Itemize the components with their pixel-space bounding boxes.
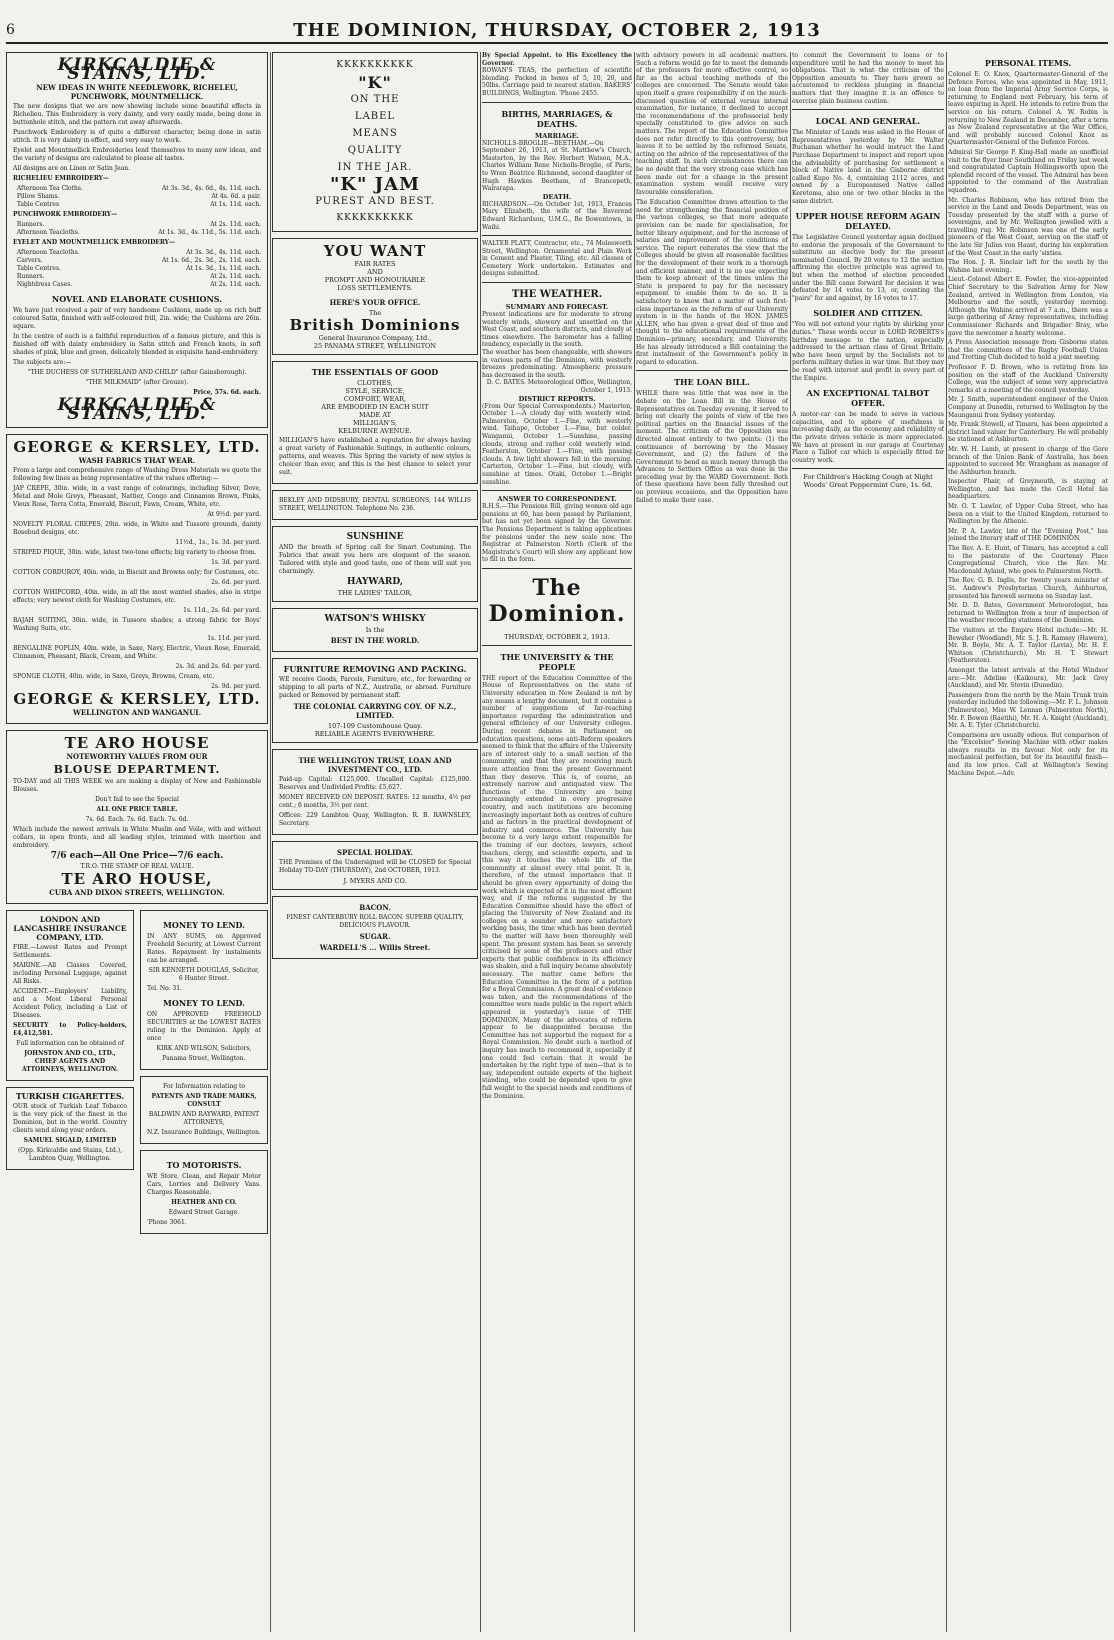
george-footer: GEORGE & KERSLEY, LTD. [13, 690, 261, 708]
divider [792, 109, 944, 110]
editorial-text: WHILE there was little that was new in the debate on the Loan Bill in the House of Representatives on Tuesday evening, it served to bring out clearly the points of view of the two political parties on the financial issues of the moment. The criticism of the Opposition was directed almost entirely to two points: (1) the continuance of borrowing by the Massey Government, and (2) the failure of the Government to bend as much money through the Advances to Settlers Office as was done in the preceding year by the WARD Government. Both of these questions have been fully threshed out on previous occasions, and the Opposition have failed to make their case. [636, 390, 788, 504]
ad-price: Price, 57s. 6d. each. [193, 389, 261, 396]
price-section-title: EYELET AND MOUNTMELLICK EMBROIDERY— [13, 239, 175, 246]
fabric-price: 11½d., 1s., 1s. 3d. per yard. [175, 539, 261, 546]
personal-item: Lieut.-Colonel Albert E. Fowler, the vice-appointed Chief Secretary to the Salvation Army for New Zealand, arrived in Wellington from London, via Melbourne and the south, yesterday morning. Although the Wahine arrived at 7 a.m., there was a large gathering of Army representatives, including Commissioner Richards and Brigadier Bray, who gave the newcomer a hearty welcome. [948, 276, 1108, 337]
ad-line: ARE EMBODIED IN EACH SUIT [321, 403, 429, 411]
column-rule [790, 52, 791, 1632]
ad-line: AND [367, 268, 383, 276]
ad-text: SIR KENNETH DOUGLAS, Solicitor, 6 Hunter Street. [148, 967, 260, 982]
ad-text: In the centre of each is a faithful reproduction of a famous picture, and this is finished off with dainty embroidery in Satin stitch and French knots, in soft shades of pink, blue and green, delicately blended in exquisite hand-embroidery. [13, 333, 261, 356]
te-aro-address: CUBA AND DIXON STREETS, WELLINGTON. [49, 888, 225, 897]
personal-item: Amongst the latest arrivals at the Hotel Windsor are:—Mr. Adeline (Kaikoura), Mr. Jack Grey (Auckland), and Mr. Stovin (Dunedin). [948, 666, 1108, 690]
small-ads-row [6, 910, 268, 1240]
k-line: MEANS [352, 128, 398, 139]
column-rule [946, 52, 947, 1632]
weather-heading: THE WEATHER. [511, 289, 603, 301]
price-row [13, 249, 261, 257]
ad-text: MARINE.—All Classes Covered, including Personal Luggage, against All Risks. [13, 962, 127, 985]
item-name: Table Centres. [13, 265, 61, 272]
ad-text: HEATHER AND CO. [171, 1199, 237, 1206]
ad-text: RELIABLE AGENTS EVERYWHERE. [314, 730, 436, 738]
k-line: LABEL [354, 111, 396, 122]
personal-item: Mr. J. Smith, superintendent engineer of the Union Company at Dunedin, returned to Wellington by the Maunganui from Sydney yesterday. [948, 396, 1108, 419]
item-price: At 1s. 6d., 2s. 3d., 2s. 11d. each. [162, 257, 261, 264]
editorial-text: The Education Committee draws attention to the need for strengthening the financial position of the various colleges, so that more adequate provision can be made for specialisation, for better library equipment, and for the increase of salaries and improvement of the conditions of service. The report reiterates the view that the Colleges should be given all reasonable facilities for the development of their work in a thorough and efficient manner, and it is no use expecting them to keep abreast of the times unless the State is prepared to pay for the necessary equipment to enable them to do so. It is satisfactory to know that a matter of such first-class importance as the reform of our University system is in the hands of the HON. JAMES ALLEN, who has given a great deal of time and thought to the educational requirements of the Dominion—primary, secondary, and University. He has already introduced a Bill containing the first instalment of the Government's policy in regard to education. [636, 199, 788, 366]
article-text: R.H.S.—The Pensions Bill, giving women old age pensions at 60, has been passed by Parliament, but has not yet been signed by the Governor. The Pensions Department is taking applications for pensions under the new scale now. The Registrar at Palmerston North (Clerk of the Magistrate's Court) will show any applicant how to fill in the form. [482, 503, 632, 564]
divider [482, 235, 632, 236]
article-text: D. C. BATES. Meteorological Office, Wellington, October 1, 1913. [486, 379, 632, 394]
ad-text: ALL ONE PRICE TABLE. [96, 806, 178, 813]
ad-text: MONEY RECEIVED ON DEPOSIT. RATES: 12 months, 4½ per cent.; 6 months, 3½ per cent. [279, 794, 471, 809]
article-text: (From Our Special Correspondents.) Masterton, October 1.—A cloudy day with westerly wind. Palmerston, October 1.—Fine, with westerly wind. Taihape, October 1.—Fine, but colder. Wanganui, October 1.—Sunshine, passing clouds, strong and rather cold westerly wind. Featherston, October 1.—Fine, with passing clouds. A few light showers fell in the morning. Carterton, October 1.—Fine, but cloudy, with sunshine at times. Otaki, October 1.—Bright sunshine. [482, 402, 632, 486]
kirkcaldie-ad [6, 52, 268, 428]
ad-text: General Insurance Company, Ltd., [318, 334, 432, 342]
ad-text: TO-DAY and all THIS WEEK we are making a display of New and Fashionable Blouses. [13, 778, 261, 793]
personal-item: Colonel E. O. Knox, Quartermaster-General of the Defence Forces, who was appointed in May, 1911, on loan from the Imperial Army Service Corps, is returning to England next February, his term of leave expiring in April. He intends to retire from the service on his return. Colonel A. W. Robin is returning to New Zealand in December, after a term as New Zealand representative at the War Office, and will probably succeed Colonel Knox as Quartermaster-General of the Defence Forces. [948, 71, 1108, 147]
item-price: At 2s. 11d. each. [210, 273, 261, 280]
te-aro-footer: TE ARO HOUSE, [61, 870, 213, 888]
fabric-list [13, 485, 261, 691]
article-text: "You will not extend your rights by shirking your duties." These words occur in LORD ROBERTS's birthday message to the nation, especially addressed to the artisan class of Great Britain, who have been urged by the Socialists not to perform military duties in war time. But they may be read with interest and profit in every part of the Empire. [792, 321, 944, 382]
personal-item: Passengers from the north by the Main Trunk train yesterday included the following:—Mr. F. L. Johnson (Palmerston), Miss W. Lennan (Palmerston North), Mr. F. Bowen (Raetihi), Mr. H. A. Knight (Auckland), Mr. A. E. Tyler (Christchurch). [948, 691, 1108, 730]
editorial-text: to commit the Government to loans or to expenditure until he had the money to meet his obligations. That is what the criticism of the Opposition amounts to. They have grown so accustomed to reckless plunging in financial matters that they imagine it is an offence to exercise plain business caution. [792, 52, 944, 105]
column-4 [636, 52, 788, 504]
ad-text: Punchwork Embroidery is of quite a different character, being done in satin stitch. It is very dainty in effect, and very easy to work. [13, 129, 261, 144]
item-price: At 1s. 3d., 1s. 11d. each. [186, 265, 261, 272]
section-heading: PERSONAL ITEMS. [984, 58, 1072, 68]
editorial-heading: THE LOAN BILL. [674, 377, 750, 388]
ad-text: WE Store, Clean, and Repair Motor Cars, Lorries and Delivery Vans. Charges Reasonable. [147, 1173, 261, 1196]
ad-text: 25 PANAMA STREET, WELLINGTON [313, 342, 437, 350]
ad-text: KIRK AND WILSON, Solicitors, [156, 1045, 252, 1052]
article-text: A motor-car can be made to serve in various capacities, and to sphere of usefulness is increasing daily, as the economy and reliability of the private driven vehicle is more appreciated. We have at present in our garage at Courtenay Place a Talbot car which is especially fitted for country work. [792, 411, 944, 464]
page-number: 6 [6, 22, 15, 38]
item-name: Afternoon Teacloths. [13, 249, 80, 256]
te-aro-name: TE ARO HOUSE [64, 734, 210, 752]
item-price: At 2s. 11d. each. [210, 221, 261, 228]
ad-price-line: 7/6 each—All One Price—7/6 each. [50, 851, 224, 861]
ad-subhead: NOTEWORTHY VALUES FROM OUR [66, 752, 208, 761]
ad-title: WATSON'S WHISKY [324, 614, 426, 624]
rowan-teas-ad: ROWAN'S TEAS, the perfection of scientific blending. Packed in boxes of 5, 10, 20, and 50lbs. Carriage paid to nearest station. BAKERS' BUILDINGS, Wellington. 'Phone 2455. [482, 67, 632, 97]
fabric-price: 1s. 11d. per yard. [207, 635, 261, 642]
fabric-desc: NOVELTY FLORAL CREPES, 29in. wide, in White and Tussore grounds, dainty Rosebud designs, etc. [13, 521, 261, 536]
personal-item: The Hon. J. R. Sinclair left for the south by the Wahine last evening. [948, 259, 1108, 274]
george-kersley-ad [6, 434, 268, 724]
ad-line: FAIR RATES [354, 260, 396, 268]
ad-lines [279, 379, 471, 435]
paper-nameplate: The Dominion. [488, 574, 626, 627]
k-line: QUALITY [347, 145, 403, 156]
ad-title: LONDON AND LANCASHIRE INSURANCE COMPANY, LTD. [13, 915, 127, 942]
personal-item: The Rev. G. B. Inglis, for twenty years minister of St. Andrew's Presbyterian Church, Ashburton, presented his farewell sermons on Sunday last. [948, 577, 1108, 600]
item-name: Afternoon Tea Cloths. [13, 185, 83, 192]
ad-text: BEKLEY AND DIDSBURY, DENTAL SURGEONS, 144 WILLIS STREET, WELLINGTON. Telephone No. 236. [279, 497, 471, 512]
ad-text: THE Premises of the Undersigned will be CLOSED for Special Holiday TO-DAY (THURSDAY), 2nd OCTOBER, 1913. [279, 859, 471, 874]
personal-item: Inspector Phair, of Greymouth, is staying at Wellington, and has made the Cecil Hotel his headquarters. [948, 478, 1108, 501]
ad-title: FURNITURE REMOVING AND PACKING. [283, 664, 467, 674]
k-border: KKKKKKKKKK [336, 60, 414, 70]
divider [482, 645, 632, 646]
item-price: At 4s. 6d. a pair. [211, 193, 261, 200]
ad-text: WE receive Goods, Parcels, Furniture, etc., for forwarding or shipping to all parts of N.Z., Australia, or abroad. Furniture packed or Removed by permanent staff. [279, 676, 471, 699]
hayward-ad [272, 526, 478, 602]
ad-text: AND the breath of Spring call for Smart Costuming. The Fabrics that await you here are eloquent of the season. Tailored with style and good taste, one of them will suit you charmingly. [279, 544, 471, 575]
personal-item: The Rev. A. E. Hunt, of Timaru, has accepted a call to the pastorate of the Courtenay Place Congregational Church, vice the Rev. Mr. Macdonald Ayland, who goes to Palmerston North. [948, 545, 1108, 575]
masthead [6, 18, 1108, 44]
fabric-desc: RAJAH SUITING, 30in. wide, in Tussore shades; a strong fabric for Boys' Washing Suits, etc. [13, 617, 261, 632]
ad-text: BALDWIN AND RAYWARD, PATENT ATTORNEYS, [148, 1111, 260, 1126]
ad-text: T.R.O. THE STAMP OF REAL VALUE. [80, 863, 194, 870]
column-5 [792, 52, 944, 489]
item-price: At 1s. 3d., 4s. 11d., 5s. 11d. each. [158, 229, 261, 236]
ad-line: LOSS SETTLEMENTS. [337, 284, 413, 292]
ad-text: FIRE.—Lowest Rates and Prompt Settlements. [13, 944, 127, 959]
subheading: ANSWER TO CORRESPONDENT. [497, 495, 617, 504]
item-name: Nightdress Cases. [13, 281, 73, 288]
personal-item: Mr. Frank Stowell, of Timaru, has been appointed a district land valuer for Canterbury. He will probably be stationed at Ashburton. [948, 421, 1108, 444]
ad-text: PATENTS AND TRADE MARKS, CONSULT [151, 1093, 257, 1108]
editorial-heading: THE UNIVERSITY & THE PEOPLE [500, 651, 614, 672]
ad-line: MILLIGAN'S, [352, 419, 398, 427]
article-text: Present indications are for moderate to strong westerly winds, showery and unsettled on the West Coast, and southern districts, and cloudy at times elsewhere. The barometer has a falling tendency, especially in the south. [482, 311, 632, 349]
ad-text: SECURITY to Policy-holders, £4,412,581. [13, 1022, 127, 1037]
editorial-text: with advisory powers in all academic matters. Such a reform would go far to meet the demands of the professors for more effective control, so far as the actual teaching methods of the colleges are concerned. The Senate would take upon itself a grave responsibility if on the much-discussed question of external versus internal examination, for instance, it declined to accept the recommendations of the professorial body specially constituted to give advice on such matters. The report of the Education Committee does not refer directly to this controversy, but leaves it to be settled by the reformed Senate, acting on the advice of the representatives of the teaching staff. In such circumstances there can be no doubt that the very strong case which has been made out for a change in the present examination system would receive very favourable consideration. [636, 52, 788, 196]
ad-text: 'Phone 3061. [147, 1219, 187, 1226]
fabric-desc: SPONGE CLOTH, 40in. wide, in Saxe, Greys, Browns, Cream, etc. [13, 673, 215, 680]
personal-item: Comparisons are usually odious. But comparison of the "Excelsior" Sewing Machine with other makes always results in its favour. Not only for its mechanical perfection, but for its beautiful finish—and its low price. Call at Wellington's Sewing Machine Depot.—Adv. [948, 731, 1108, 777]
column-6 [948, 52, 1108, 779]
item-name: Table Centres [13, 201, 60, 208]
fabric-price: 2s. 6d. per yard. [211, 579, 261, 586]
ad-text: The [368, 309, 382, 317]
special-holiday-ad [272, 841, 478, 890]
item-name: Afternoon Teacloths. [13, 229, 80, 236]
subheading: MARRIAGE. [535, 131, 579, 140]
fabric-desc: JAP CREPE, 30in. wide, in a vast range of colourings, including Silver, Dove, Metal and Mole Greys, Pheasant, Nattier, Congo and Cinnamon Brown, Pinks, Vieux Rose, Terra Cotta, Emerald, Biscuit, Fawn, Cream, White, etc. [13, 485, 261, 508]
ad-title: SUGAR. [359, 932, 391, 941]
turkish-cigarettes-ad [6, 1087, 134, 1170]
personal-item: Professor F. D. Brown, who is retiring from his position on the staff of the Auckland University College, was the subject of some very appreciative remarks at a meeting of the council yesterday. [948, 363, 1108, 394]
k-lines [279, 95, 471, 172]
wellington-trust-ad [272, 749, 478, 835]
ad-line: STYLE, SERVICE, [345, 387, 405, 395]
price-list [13, 175, 261, 289]
ad-text: BEST IN THE WORLD. [330, 636, 420, 645]
ad-text: Edward Street Garage. [168, 1209, 240, 1216]
ad-title: TURKISH CIGARETTES. [15, 1091, 125, 1101]
ad-line: MADE AT [358, 411, 392, 419]
column-ads-left [6, 52, 268, 1632]
ad-title: THE WELLINGTON TRUST, LOAN AND INVESTMENT CO., LTD. [298, 756, 452, 774]
personal-item: The visitors at the Empire Hotel include:—Mr. H. Bewsher (Woodland), Mr. S. J. R. Ramsey (Hawera), Mr. B. Boyle, Mr. A. T. Taylor (Levin), Mr. H. F. Whitson (Christchurch), Mr. H. T. Stewart (Featherston). [948, 626, 1108, 665]
ad-title: BACON. [359, 903, 391, 912]
patents-ad [140, 1076, 268, 1144]
ad-title: WARDELL'S ... Willis Street. [319, 943, 431, 952]
k-line: IN THE JAR. [337, 162, 413, 173]
notice-text: NICHOLLS-BROGLIE—BEETHAM.—On September 26, 1913, at St. Matthew's Church, Masterton, by the Rev. Herbert Watson, M.A., Charles William Rene Nicholls-Broglie, of Paris, to Wren Beatrice Richmond, second daughter of Hugh Hawkes Beetham, of Brancepeth, Wairarapa. [482, 139, 632, 193]
fabric-price: 1s. 11d., 2s. 6d. per yard. [183, 607, 261, 614]
ad-text: ACCIDENT.—Employers' Liability, and a Most Liberal Personal Accident Policy, including a List of Diseases. [13, 988, 127, 1019]
ad-text: JOHNSTON AND CO., LTD., CHIEF AGENTS AND ATTORNEYS, WELLINGTON. [22, 1050, 118, 1073]
article-heading: AN EXCEPTIONAL TALBOT OFFER. [806, 388, 930, 409]
item-name: Pillow Shams. [13, 193, 60, 200]
k-jam-sub: PUREST AND BEST. [315, 196, 435, 207]
personal-item: Admiral Sir George F. King-Hall made an unofficial visit to the flyer liner Southland on Friday last week and congratulated Captain Hollingsworth upon the splendid record of the vessel. The Admiral has been appointed to the command of the Australian squadron. [948, 148, 1108, 194]
ad-text: Offices: 229 Lambton Quay, Wellington. R. B. RAWNSLEY, Secretary. [279, 812, 471, 827]
london-lancashire-ad [6, 910, 134, 1081]
kirkcaldie-footer: KIRKCALDIE & STAINS, LTD. [57, 395, 217, 424]
milligan-ad [272, 361, 478, 484]
personal-item: Mr. P. A. Lawlor, late of the "Evening Post," has joined the literary staff of THE DOMINION. [948, 527, 1108, 543]
price-row [13, 265, 261, 273]
ad-text: The new designs that we are now showing include some beautiful effects in Richelieu. This Embroidery is very dainty, and very easily made, being done in buttonhole stitch, and the pattern cut away afterwards. [13, 103, 261, 126]
k-jam-ad [272, 52, 478, 232]
divider [482, 102, 632, 103]
ad-text: Full information can be obtained of [16, 1040, 124, 1047]
divider [482, 282, 632, 283]
fabric-desc: COTTON CORDUROY, 40in. wide, in Biscuit and Browns only; for Costumes, etc. [13, 569, 260, 576]
section-heading: LOCAL AND GENERAL. [815, 116, 921, 127]
k-jam-title: "K" JAM [329, 174, 421, 195]
paper-date: THURSDAY, OCTOBER 2, 1913. [504, 632, 610, 641]
price-row [13, 185, 261, 193]
subheading: DISTRICT REPORTS. [518, 394, 596, 403]
british-dominions-ad [272, 238, 478, 355]
price-row [13, 273, 261, 281]
article-heading: UPPER HOUSE REFORM AGAIN DELAYED. [795, 211, 941, 232]
fabric-desc: BENGALINE POPLIN, 40in. wide, in Saxe, Navy, Electric, Vieux Rose, Emerald, Cinnamon, Pheasant, Black, Cream, and White. [13, 645, 261, 660]
personal-items [948, 71, 1108, 777]
ad-line: COMFORT, WEAR, [343, 395, 407, 403]
price-section-title: RICHELIEU EMBROIDERY— [13, 175, 109, 182]
ad-text: MILLIGAN'S have established a reputation for always having a great variety of Fashionable Suitings, in authentic colours, patterns, and weaves. This Spring the variety of new styles is choicer than ever, and this is the best chance to select your suit. [279, 437, 471, 476]
article-text: The weather has been changeable, with showers in various parts of the Dominion, with westerly breezes predominating. Atmospheric pressure has decreased in the south. [482, 349, 632, 379]
ad-text: IN ANY SUMS, on Approved Freehold Security, at Lowest Current Rates. Repayment by instalments can be arranged. [147, 933, 261, 964]
watson-whisky-ad [272, 608, 478, 652]
masthead-title: THE DOMINION, THURSDAY, OCTOBER 2, 1913 [293, 20, 821, 41]
ad-title: SPECIAL HOLIDAY. [337, 848, 413, 857]
ad-text: All designs are on Linen or Satin Jean. [13, 165, 131, 172]
personal-item: A Press Association message from Gisborne states that the committees of the Rugby Football Union and Trotting Club decided to hold a joint meeting. [948, 339, 1108, 362]
george-location: WELLINGTON AND WANGANUI. [72, 708, 202, 717]
item-price: At 3s. 3d., 4s. 6d., 4s. 11d. each. [162, 185, 261, 192]
ad-text: OUR stock of Turkish Leaf Tobacco is the very pick of the finest in the Dominion, but in the world. Country clients send along your orders. [13, 1103, 127, 1134]
motorists-ad [140, 1150, 268, 1234]
divider [792, 468, 944, 469]
ad-title: THE ESSENTIALS OF GOOD [311, 367, 439, 377]
ad-text: SAMUEL SIGALD, LIMITED [23, 1137, 117, 1144]
ad-text: J. MYERS AND CO. [343, 877, 407, 885]
ad-text: FINEST CANTERBURY ROLL BACON. SUPERB QUALITY, DELICIOUS FLAVOUR. [286, 914, 464, 929]
ad-title: THE COLONIAL CARRYING COY. OF N.Z., LIMITED. [293, 702, 457, 720]
ad-text: ON APPROVED FREEHOLD SECURITIES at the LOWEST RATES ruling in the Dominion. Apply at once [147, 1011, 261, 1042]
appointment-notice: By Special Appoint. to His Excellency the Governor. [482, 52, 632, 67]
personal-item: Mr. O. T. Lawlor, of Upper Cuba Street, who has been on a visit to the United Kingdom, returned to Wellington by the Athenic. [948, 503, 1108, 526]
personal-item: Mr. Charles Robinson, who has retired from the service in the Land and Deeds Department, was on Tuesday presented by the staff with a purse of sovereigns, and by Mr. Wellington jewelled with a travelling rug. Mr. Robinson was one of the early pioneers of the West Coast, serving on the staff of the late Sir Julius von Haast, during his exploration of the West Coast in the early 'sixties. [948, 196, 1108, 257]
ad-title: HAYWARD, [346, 577, 404, 587]
ad-text: THE LADIES' TAILOR, [337, 589, 413, 597]
column-rule [480, 52, 481, 1632]
footer-ad: For Children's Hacking Cough at Night Woods' Great Peppermint Cure, 1s. 6d. [803, 473, 933, 490]
ad-text: Paid-up Capital: £125,000. Uncalled Capital: £125,000. Reserves and Undivided Profits: £5,627. [279, 776, 471, 791]
ad-text: Panama Street, Wellington. [162, 1055, 246, 1062]
ad-title: TO MOTORISTS. [166, 1160, 242, 1170]
personal-item: Mr. W. H. Lamb, at present in charge of the Gore branch of the Union Bank of Australia, has been appointed to succeed Mr. Wrangham as manager of the Ashburton branch. [948, 445, 1108, 476]
item-name: Runners. [13, 221, 45, 228]
item-price: At 2s. 11d. each. [210, 281, 261, 288]
ad-text: We have just received a pair of very handsome Cushions, made up on rich buff coloured Satin, finished with self-coloured frill, 2in. wide; the Cushions are 26in. square. [13, 307, 261, 330]
column-ads-middle [272, 52, 478, 965]
ad-text: N.Z. Insurance Buildings, Wellington. [147, 1129, 261, 1136]
ad-prices: 7s. 6d. Each. 7s. 6d. Each. 7s. 6d. [85, 816, 189, 823]
ad-text: Is the [365, 626, 385, 634]
colonial-carrying-ad [272, 658, 478, 743]
price-section-title: PUNCHWORK EMBROIDERY— [13, 211, 118, 218]
ad-line: KELBURNE AVENUE. [338, 427, 412, 435]
price-row [13, 229, 261, 237]
ad-subhead: BLOUSE DEPARTMENT. [53, 763, 221, 776]
item-name: Runners. [13, 273, 45, 280]
cushions-heading: NOVEL AND ELABORATE CUSHIONS. [51, 294, 223, 304]
item-name: Carvers. [13, 257, 43, 264]
fabric-price: 1s. 3d. per yard. [211, 559, 261, 566]
ad-title: SUNSHINE [346, 532, 404, 542]
item-price: At 3s. 3d., 4s. 11d. each. [186, 249, 261, 256]
fabric-price: At 9½d. per yard. [207, 511, 261, 518]
fabric-price: 2s. 9d. per yard. [211, 683, 261, 690]
price-row [13, 257, 261, 265]
price-row [13, 193, 261, 201]
column-rule [634, 52, 635, 1632]
bd-name: British Dominions [289, 316, 461, 334]
ad-lines [279, 260, 471, 292]
ad-text: 107-109 Customhouse Quay. [327, 722, 423, 730]
divider [482, 490, 632, 491]
ad-text: For Information relating to [162, 1083, 246, 1090]
platt-ad: WALTER PLATT, Contractor, etc., 74 Molesworth Street, Wellington. Ornamental and Plain Work in Cement and Plaster, Tiling, etc. All classes of Cemetery Work undertaken. Estimates and designs submitted. [482, 240, 632, 278]
ad-text: From a large and comprehensive range of Washing Dress Materials we quote the following few lines as being representative of the values offering:— [13, 467, 261, 482]
k-border: KKKKKKKKKK [336, 213, 414, 223]
ad-text: "THE DUCHESS OF SUTHERLAND AND CHILD" (after Gainsborough). [27, 369, 247, 376]
te-aro-ad [6, 730, 268, 904]
george-headline: WASH FABRICS THAT WEAR. [78, 456, 196, 465]
price-row [13, 201, 261, 209]
ad-text: "THE MILKMAID" (after Greuze). [85, 379, 189, 386]
ad-title: MONEY TO LEND. [163, 998, 245, 1008]
ad-text: The subjects are:— [13, 359, 72, 366]
ad-subhead: HERE'S YOUR OFFICE. [329, 298, 421, 307]
money-to-lend-ad [140, 910, 268, 1070]
editorial-text: THE report of the Education Committee of the House of Representatives on the state of University education in New Zealand is not by any means a lengthy document, but it contains a number of suggestions of far-reaching importance regarding the administration and general efficiency of our University colleges. During recent debates in Parliament on education questions, some anti-Reform speakers seemed to think that the affairs of the University are of interest only to a small section of the community, and that they are receiving much more attention from the present Government than they deserve. This is, of course, an extremely narrow and antiquated view. The functions of the University are being increasingly extended in every progressive country, and such institutions are becoming increasingly important both as centres of culture and as factors in the practical development of industry and commerce. The University has become to a very large extent responsible for the training of our doctors, lawyers, school teachers, clergy, and scientific experts, and in this way it touches the whole life of the community at almost every vital point. It is, therefore, of the utmost importance that it should be given every opportunity of doing the work which is expected of it in the most efficient way, and if the reforms suggested by the Education Committee should have the effect of placing the University of New Zealand and its colleges on a sounder and more satisfactory working basis, the time which has been devoted to the matter will have been thoroughly well spent. The present system has been so severely criticised by some of the professors and other experts that public confidence in its efficiency was shaken, and a full inquiry became absolutely necessary. The matter came before the Education Committee in the form of a petition for a Royal Commission. A great deal of evidence was taken, and the recommendations of the committee were made public in the report which appeared in yesterday's issue of THE DOMINION. Many of the advocates of reform appear to be disappointed because the Committee has not supported the request for a Royal Commission. No doubt such a method of inquiry has much to recommend it, especially if one could feel certain that it would be undertaken by the right type of men—that is to say, independent outside experts of the highest standing, who could be depended upon to give full weight to the special needs and conditions of the Dominion. [482, 674, 632, 1100]
article-text: The Minister of Lands was asked in the House of Representatives yesterday by Mr. Walter Buchanan whether he would instruct the Land Purchase Department to inspect and report upon the advisability of purchasing for settlement a block of Native land in the Gisborne district called Kupo No. 4, containing 2112 acres, and owned by a Europeanised Native called Keretoma, also one or two other blocks in the same district. [792, 129, 944, 205]
ad-text: (Opp. Kirkcaldie and Stains, Ltd.), Lambton Quay, Wellington. [17, 1147, 123, 1162]
article-text: The Legislative Council yesterday again declined to endorse the proposals of the Government to substitute an elective body for the present nominated Council. By 20 votes to 12 the section affirming the elective principle was agreed to, but when the method of election proceeded under the Bill came forward for decision it was defeated by 14 votes to 13, or, counting the "pairs" for and against, by 16 votes to 17. [792, 234, 944, 302]
ad-text: Don't fail to see the Special [95, 796, 179, 803]
subheading: SUMMARY AND FORECAST. [505, 303, 609, 312]
article-heading: SOLDIER AND CITIZEN. [813, 308, 923, 319]
ad-line: PROMPT AND HONOURABLE [324, 276, 426, 284]
section-heading: BIRTHS, MARRIAGES, & DEATHS. [501, 108, 613, 129]
ad-title: MONEY TO LEND. [163, 920, 245, 930]
kirkcaldie-headline: NEW IDEAS IN WHITE NEEDLEWORK, RICHELEU, PUNCHWORK, MOUNTMELLICK. [36, 83, 238, 101]
fabric-desc: COTTON WHIPCORD, 40in. wide, in all the most wanted shades, also in stripe effects; very newest cloth for Washing Costumes, etc. [13, 589, 261, 604]
fabric-desc: STRIPED PIQUE, 30in. wide, latest two-tone effects; big variety to choose from. [13, 549, 257, 556]
ad-text: Tel. No. 31. [147, 985, 182, 992]
george-name: GEORGE & KERSLEY, LTD. [13, 438, 261, 456]
kirkcaldie-name: KIRKCALDIE & STAINS, LTD. [57, 55, 217, 84]
ad-title: YOU WANT [323, 242, 427, 260]
subheading: DEATH. [542, 192, 572, 201]
personal-item: Mr. D. D. Bates, Government Meteorologist, has returned to Wellington from a tour of inspection of the weather recording stations of the Dominion. [948, 602, 1108, 625]
divider [482, 568, 632, 569]
column-rule [270, 52, 271, 1632]
notice-text: RICHARDSON.—On October 1st, 1913, Frances Mary Elizabeth, the wife of the Reverend Edward Richardson, U.M.G., Be Bowentown, in Waihi. [482, 200, 632, 231]
item-price: At 1s. 11d. each. [210, 201, 261, 208]
fabric-price: 2s. 3d. and 2s. 6d. per yard. [175, 663, 261, 670]
price-row [13, 221, 261, 229]
ad-text: Which include the newest arrivals in White Muslin and Voile, with and without collars, in open fronts, and all leading styles, trimmed with insertion and embroidery. [13, 826, 261, 849]
ad-line: CLOTHES, [357, 379, 393, 387]
dentist-ad [272, 490, 478, 520]
column-3 [482, 52, 632, 1100]
k-symbol: "K" [358, 73, 392, 92]
divider [636, 370, 788, 371]
price-row [13, 281, 261, 289]
wardell-ad [272, 896, 478, 959]
k-line: ON THE [350, 94, 400, 105]
ad-text: Eyelet and Mountmellick Embroideries lend themselves to many new ideas, and the variety of designs are calculated to please all tastes. [13, 147, 261, 162]
